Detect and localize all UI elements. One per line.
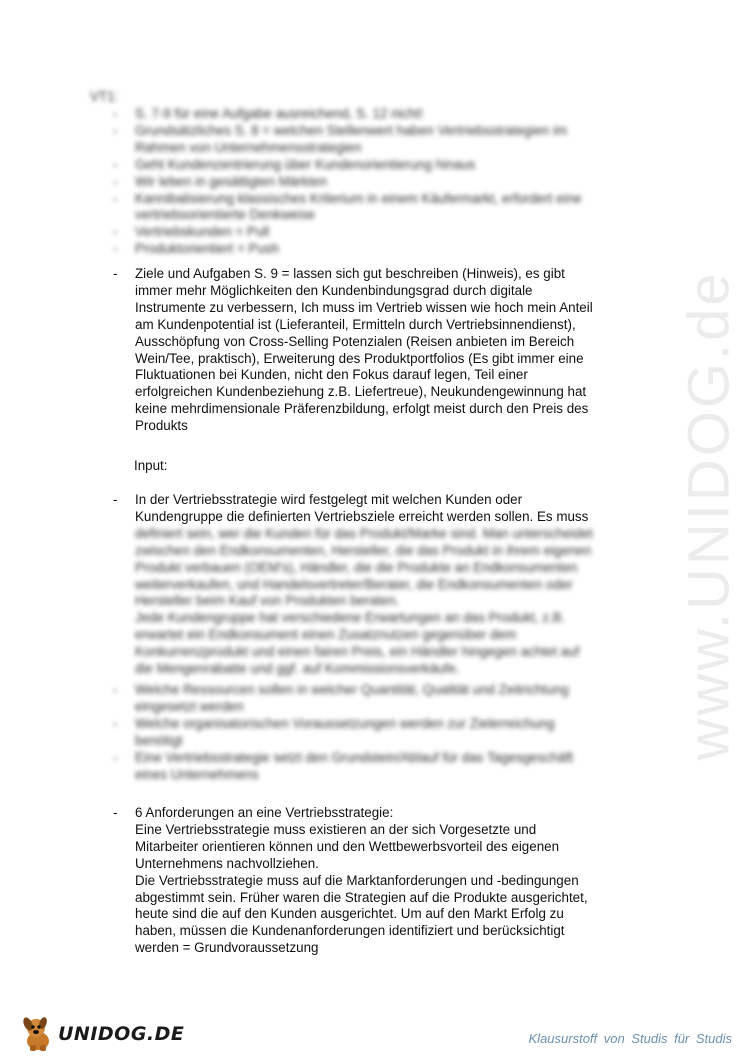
list-item-text: Vertriebskunden = Pull <box>135 224 270 240</box>
list-item <box>113 750 673 767</box>
list-item-text: vertriebsorientierte Denkweise <box>135 207 316 223</box>
list-item <box>113 174 673 191</box>
text-line: Instrumente zu verbessern, Ich muss im Vertrieb wissen wie hoch mein Anteil <box>135 299 593 315</box>
text-line: In der Vertriebsstrategie wird festgelegt mit welchen Kunden oder <box>135 492 523 507</box>
text-line: Eine Vertriebsstrategie muss existieren an der sich Vorgesetzte und <box>135 821 537 837</box>
vertrieb-blurred-paragraph <box>135 526 658 678</box>
anforderungen-paragraph <box>135 805 658 957</box>
text-line: Mitarbeiter orientieren können und den Wettbewerbsvorteil des eigenen <box>135 838 560 854</box>
bullet-dash: - <box>113 190 118 206</box>
ziele-paragraph <box>135 266 658 435</box>
text-line: Produkt verbauen (OEM's), Händler, die die Produkte an Endkonsumenten <box>135 559 578 575</box>
text-line: am Kundenpotential ist (Lieferanteil, Ermitteln durch Vertriebsinnendienst), <box>135 316 576 332</box>
list-item <box>113 767 673 784</box>
ziele-bullet <box>113 266 658 435</box>
list-item-text: Geht Kundenzentrierung über Kundenorientierung hinaus <box>135 156 476 172</box>
list-item-text: Kannibalisierung klassisches Kriterium in einem Käufermarkt, erfordert eine <box>135 190 582 206</box>
bullet-dash: - <box>113 266 118 281</box>
bullet-dash: - <box>113 805 118 820</box>
list-item <box>113 207 673 224</box>
list-item <box>113 699 673 716</box>
list-item <box>113 241 673 258</box>
watermark: www.UNIDOG.de <box>676 269 742 761</box>
vertrieb-bullet <box>113 492 658 678</box>
list-item <box>113 224 673 241</box>
bullet-dash <box>113 767 135 784</box>
text-line: haben, müssen die Kundenanforderungen identifiziert und berücksichtigt <box>135 923 565 939</box>
text-line: immer mehr Möglichkeiten den Kundenbindungsgrad durch digitale <box>135 282 533 298</box>
bullet-dash: - <box>113 122 118 138</box>
list-item-text: Produktorientiert = Push <box>135 241 280 257</box>
text-line: Wein/Tee, praktisch), Erweiterung des Produktportfolios (Es gibt immer eine <box>135 350 584 366</box>
input-label: Input: <box>134 458 168 473</box>
list-item <box>113 733 673 750</box>
text-line: weiterverkaufen, und Handelsvertreter/Berater, die Endkonsumenten oder <box>135 576 573 592</box>
text-line: Jede Kundengruppe hat verschiedene Erwartungen an das Produkt, z.B. <box>135 610 566 626</box>
text-line: zwischen den Endkonsumenten, Hersteller, die das Produkt in ihrem eigenen <box>135 542 592 558</box>
text-line: keine mehrdimensionale Präferenzbildung, erfolgt meist durch den Preis des <box>135 401 589 417</box>
bullet-dash: - <box>113 156 118 172</box>
text-line: Unternehmens nachvollziehen. <box>135 855 319 871</box>
bullet-dash: - <box>113 241 118 257</box>
text-line: abgestimmt sein. Früher waren die Strategien auf die Produkte ausgerichtet, <box>135 889 588 905</box>
text-line: Ausschöpfung von Cross-Selling Potenzialen (Reisen anbieten im Bereich <box>135 333 575 349</box>
text-line: die Mengenrabatte und ggf. auf Kommissionsverkäufe. <box>135 661 460 677</box>
unidog-logo <box>20 1015 184 1053</box>
bullet-dash: - <box>113 682 118 697</box>
list-item-text: Rahmen von Unternehmensstrategien <box>135 139 362 155</box>
list-item-text: Grundsätzliches S. 8 = welchen Stellenwert haben Vertriebsstrategien im <box>135 122 568 138</box>
list-item <box>113 140 673 157</box>
list-item <box>113 157 673 174</box>
text-line: heute sind die auf den Kunden ausgerichtet. Um auf den Markt Erfolg zu <box>135 906 564 922</box>
text-line: erwartet ein Endkonsument einen Zusatznutzen gegenüber dem <box>135 627 517 643</box>
text-line: Die Vertriebsstrategie muss auf die Marktanforderungen und -bedingungen <box>135 872 579 888</box>
bullet-dash: - <box>113 173 118 189</box>
text-line: Kundengruppe die definierten Vertriebsziele erreicht werden sollen. Es muss <box>135 508 589 524</box>
text-line: werden = Grundvoraussetzung <box>135 940 319 956</box>
bullet-dash <box>113 699 135 716</box>
list-item <box>113 123 673 140</box>
bullet-dash: - <box>113 224 118 240</box>
list-item-text: S. 7-9 für eine Aufgabe ausreichend, S. 12 nicht! <box>135 106 424 121</box>
list-item-text: eines Unternehmens <box>135 766 259 782</box>
list-item <box>113 682 673 699</box>
anforderungen-bullet <box>113 805 658 957</box>
text-line: Hersteller beim Kauf von Produkten beraten. <box>135 593 400 609</box>
bullet-dash: - <box>113 749 118 765</box>
blurred-bullet-list-2 <box>113 682 673 783</box>
list-item <box>113 716 673 733</box>
list-item <box>113 106 673 123</box>
bullet-dash: - <box>113 106 118 121</box>
list-item-text: benötigt <box>135 732 183 748</box>
list-item <box>113 191 673 208</box>
text-line: 6 Anforderungen an eine Vertriebsstrategie: <box>135 805 394 820</box>
blurred-bullet-list <box>113 106 673 258</box>
text-line: definiert sein, wer die Kunden für das Produkt/Marke sind. Man unterscheidet <box>135 525 593 541</box>
bullet-dash <box>113 207 135 224</box>
bullet-dash: - <box>113 492 118 507</box>
text-line: erfolgreichen Kundenbeziehung z.B. Liefertreue), Neukundengewinnung hat <box>135 384 587 400</box>
list-item-text: Wir leben in gesättigten Märkten <box>135 173 328 189</box>
text-line: Ziele und Aufgaben S. 9 = lassen sich gut beschreiben (Hinweis), es gibt <box>135 266 565 281</box>
bullet-dash <box>113 140 135 157</box>
bullet-dash <box>113 733 135 750</box>
list-item-text: eingesetzt werden <box>135 698 244 714</box>
bullet-dash: - <box>113 715 118 731</box>
text-line: Konkurrenzprodukt und einen fairen Preis, ein Händler hingegen achtet auf <box>135 644 580 660</box>
section-header: VT1: <box>90 89 119 104</box>
text-line: Produkts <box>135 418 188 434</box>
list-item-text: Welche Ressourcen sollen in welcher Quantität, Qualität und Zeitrichtung <box>135 682 569 697</box>
footer-slogan: Klausurstoff von Studis für Studis <box>528 1031 732 1046</box>
logo-text: UNIDOG.DE <box>58 1022 185 1045</box>
list-item-text: Welche organisatorischen Voraussetzungen werden zur Zielerreichung <box>135 715 555 731</box>
dog-mascot-icon <box>20 1015 56 1053</box>
vertrieb-paragraph <box>135 492 658 526</box>
text-line: Fluktuationen bei Kunden, nicht den Fokus darauf legen, Teil einer <box>135 367 528 383</box>
list-item-text: Eine Vertriebsstrategie setzt den Grundstein/Ablauf für das Tagesgeschäft <box>135 749 574 765</box>
